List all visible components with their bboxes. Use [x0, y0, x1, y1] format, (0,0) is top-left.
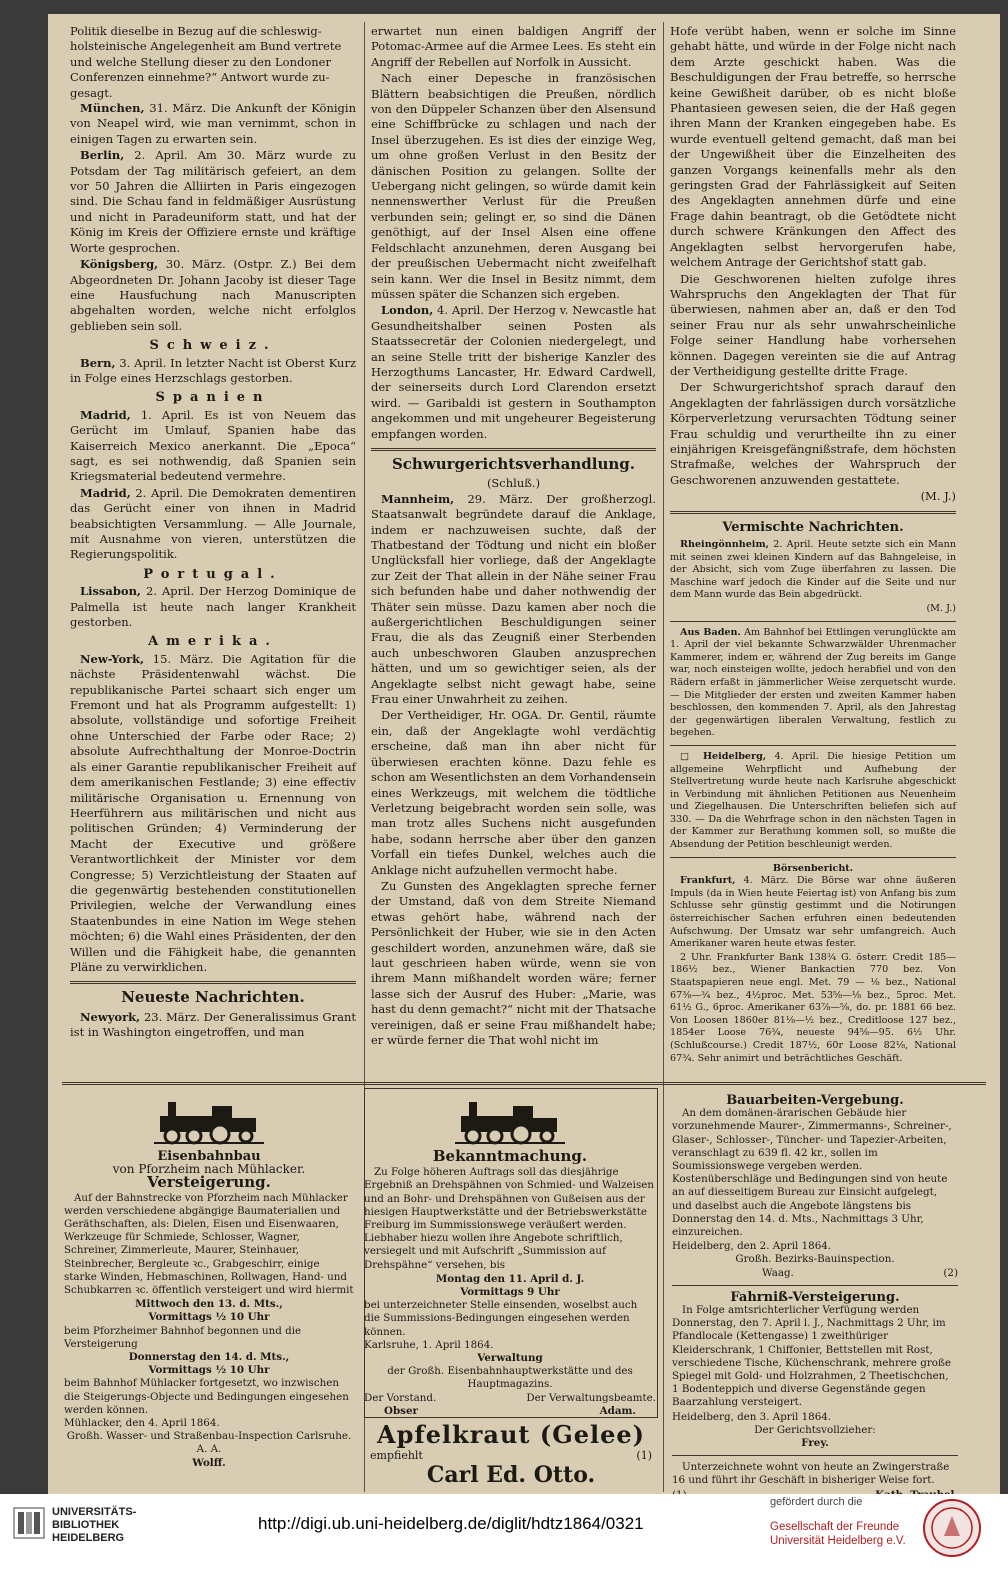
signature: (M. J.) — [920, 489, 956, 504]
divider — [62, 1082, 986, 1085]
article-london: London, 4. April. Der Herzog v. Newcastle hat Gesundheitshalber seinen Posten als Staatssecretär der Colonien niedergelegt, und an seine Stelle tritt der bisherige Kanzler des Herzogthums Lancaster, Hr. Edward Cardwell, der seinerseits durch Lord Clarendon ersetzt wird. — Garibaldi ist gestern in Southampton angekommen und mit ungeheurer Begeisterung empfangen worden. — [371, 303, 657, 441]
sponsor-name: Gesellschaft der Freunde Universität Heidelberg e.V. — [770, 1521, 906, 1547]
divider — [70, 981, 356, 984]
column-1 — [70, 24, 357, 1040]
ad-signature: Wolff. — [192, 1456, 226, 1469]
permalink[interactable]: http://digi.ub.uni-heidelberg.de/diglit/hdtz1864/0321 — [258, 1514, 644, 1533]
ad-title: Eisenbahnbau — [157, 1149, 261, 1164]
ad-date: Donnerstag den 14. d. Mts., — [128, 1351, 290, 1364]
ad-signature-row: Waag. (2) — [762, 1266, 958, 1279]
ad-place-date: Mühlacker, den 4. April 1864. — [64, 1417, 220, 1430]
ad-signature-row: Obser Adam. — [384, 1404, 636, 1417]
ad-body: Unterzeichnete wohnt von heute an Zwingerstraße 16 und führt ihr Geschäft in bisheriger Weise fort. — [672, 1461, 950, 1487]
ad-heading: Versteigerung. — [147, 1173, 271, 1192]
article-mannheim: Mannheim, 29. März. Der großherzogl. Staatsanwalt begründete darauf die Anklage, indem er nachzuweisen suchte, daß der Thatbestand der Tödtung und nicht ein bloßer Unglücksfall hier vorliege, daß der Angeklagte zur Zeit der That allein in der Nähe seiner Frau sich befunden habe und daher nothwendig der Thäter sein müsse. Dazu kamen aber noch die außergerichtlichen Beschuldigungen seiner Frau, die als das Zeugniß einer Sterbenden auch unbeschworen Glauben anzusprechen hätten, und um so gewichtiger seien, als der Angeklagte selbst nicht gewagt habe, seine Frau einer Unwahrheit zu zeihen. — [371, 491, 656, 707]
library-name: UNIVERSITÄTS- BIBLIOTHEK HEIDELBERG — [52, 1506, 137, 1544]
article-rheingoenheim: Rheingönnheim, 2. April. Heute setzte sich ein Mann mit seinen zwei kleinen Kindern auf das Bahngeleise, in der Absicht, sich vom Zuge überfahren zu lassen. Die Maschine warf jedoch die Kinder auf die Seite und nur dem Mann wurde das Bein abgedrückt. — [670, 539, 956, 601]
section-heading-neueste: Neueste Nachrichten. — [121, 988, 305, 1007]
ad-body: beim Pforzheimer Bahnhof begonnen und die Versteigerung — [64, 1324, 302, 1350]
paragraph: Der Schwurgerichtshof sprach darauf den Angeklagten der fahrlässigen durch vorsätzliche Körperverletzung verursachten Tödtung seiner Frau schuldig und verurtheilte ihn zu einer einjährigen Kreisgefängnißstrafe, dem höchsten Strafmaße, welches der Wahrspruch der Geschworenen anzuwenden gestattete. — [670, 380, 956, 487]
paragraph: Die Geschworenen hielten zufolge ihres Wahrspruchs den Angeklagten der That für überwiesen, nahmen aber an, daß er den Tod seiner Frau nur als sehr unwahrscheinliche Folge seiner Handlung habe vorhersehen können. Dagegen vereinten sie die auf Antrag der Vertheidigung gestellte dritte Frage. — [670, 271, 956, 378]
article-newyork-2: Newyork, 23. März. Der Generalissimus Grant ist in Washington eingetroffen, und man — [70, 1009, 357, 1040]
divider — [670, 621, 956, 622]
column-rule — [663, 22, 664, 1492]
ad-signature: Verwaltung — [477, 1352, 543, 1365]
article-berlin: Berlin, 2. April. Am 30. März wurde zu Potsdam der Tag militärisch gefeiert, an dem vor 50 Jahren die Alliirten in Paris eingezogen sind. Die Schau fand in feldmäßiger Ausrüstung und nicht in Paradeuniform statt, und hat der König im Kreis der Offiziere ernste und kräftige Worte gesprochen. — [70, 148, 357, 255]
ad-merchant: Carl Ed. Otto. — [426, 1462, 596, 1488]
paragraph: erwartet nun einen baldigen Angriff der Potomac-Armee auf die Armee Lees. Es steht ein Angriff der Rebellen auf Norfolk in Aussicht. — [371, 24, 656, 69]
ad-subtitle: von Pforzheim nach Mühlacker. — [112, 1162, 306, 1177]
column-3 — [670, 24, 956, 1094]
article-frankfurt: Frankfurt, 4. März. Die Börse war ohne äußeren Impuls (da in Wien heute Feiertag ist) von Anfang bis zum Schlusse sehr günstig gestimmt und die Notirungen österreichischer Sachen erfuhren einen bedeutenden Aufschwung. Der Umsatz war sehr umfangreich. Auch Amerikaner waren heute etwas fester. — [670, 875, 956, 950]
viewer-footer — [0, 1494, 1008, 1584]
ad-place-date: Karlsruhe, 1. April 1864. — [364, 1338, 494, 1351]
sponsor-label: gefördert durch die — [770, 1496, 863, 1508]
paragraph: Nach einer Depesche in französischen Blättern beabsichtigen die Preußen, nördlich von den Düppeler Schanzen über den Alsensund eine Schiffbrücke zu schlagen und nach der Insel überzugehen. Es ist dies der einzige Weg, um ohne großen Verlust in den Besitz der dänischen Position zu gelangen. Sollte der Uebergang nicht gelingen, so würde damit kein nennenswerther Verlust für die Preußen verbunden sein; gelingt er, so sind die Dänen genöthigt, auf der Insel Alsen eine offene Feldschlacht anzunehmen, deren Ausgang bei der preußischen Uebermacht nicht zweifelhaft sein kann. Wer die Insel in Besitz nimmt, dem müssen später die Schanzen sich ergeben. — [371, 71, 656, 301]
ad-body: In Folge amtsrichterlicher Verfügung werden Donnerstag, den 7. April l. J., Nachmittags 2 Uhr, im Pfandlocale (Kettengasse) 1 zweithüriger Kleiderschrank, 1 Chiffonier, Bettstellen mit Rost, verschiedene Tische, Küchenschrank, mehrere große Spiegel mit Gold- und Holzrahmen, 2 Theetischchen, 1 Bodenteppich und diverse Gegenstände gegen Baarzahlung versteigert. — [672, 1304, 951, 1409]
divider — [670, 857, 956, 858]
newspaper-page — [48, 14, 1000, 1494]
ad-column-right — [672, 1094, 958, 1494]
subheading: (Schluß.) — [486, 476, 541, 491]
ad-signature: der Großh. Eisenbahnhauptwerkstätte und des Hauptmagazins. — [387, 1365, 633, 1391]
ad-body: Auf der Bahnstrecke von Pforzheim nach Mühlacker werden verschiedene abgängige Baumaterialien und Geräthschaften, als: Dielen, Eisen und Eisenwaaren, Werkzeuge für Schmiede, Schlosser, Wagner, Schreiner, Zimmerleute, Maurer, Steinhauer, Steinbrecher, Bergleute ꝛc., Grabgeschirr, einige starke Winden, Hebmaschinen, Rollwagen, Hand- und Schubkarren ꝛc. öffentlich versteigert und wird hiermit — [64, 1191, 354, 1297]
article-madrid-2: Madrid, 2. April. Die Demokraten dementiren das Gerücht einer von ihnen in Madrid beabsichtigten Versammlung. — Alle Journale, mit Ausnahme von vieren, unterstützen die Regierungspolitik. — [70, 485, 357, 562]
article-koenigsberg: Königsberg, 30. März. (Ostpr. Z.) Bei dem Abgeordneten Dr. Johann Jacoby ist dieser Tage eine Hausfuchung nach Manuscripten abgehalten worden, welche nicht erfolglos geblieben sein soll. — [70, 257, 356, 333]
ad-row: empfiehlt (1) — [370, 1449, 652, 1462]
ad-body: beim Bahnhof Mühlacker fortgesetzt, wo inzwischen die Steigerungs-Objecte und Bedingungen eingesehen werden können. — [64, 1377, 349, 1416]
ad-signature: A. A. — [196, 1443, 222, 1456]
ad-apfelkraut — [364, 1420, 658, 1488]
ad-signature: Der Gerichtsvollzieher: — [754, 1423, 876, 1436]
divider — [672, 1455, 958, 1456]
ad-body: bei unterzeichneter Stelle einsenden, woselbst auch die Summissions-Bedingungen eingesehen werden können. — [364, 1299, 638, 1338]
ad-place-date: Heidelberg, den 3. April 1864. — [672, 1410, 832, 1423]
divider — [371, 448, 656, 451]
article-madrid-1: Madrid, 1. April. Es ist von Neuem das Gerücht im Umlauf, Spanien habe das Kaiserreich Mexico anerkannt. Die „Epoca“ sagt, es sei nothwendig, daß Spanien sein Kriegsmaterial bedeutend vermehre. — [70, 407, 357, 484]
divider — [670, 745, 956, 746]
market-quotes: 2 Uhr. Frankfurter Bank 138¾ G. österr. Credit 185—186½ bez., Wiener Bankactien 770 bez. Von Staatspapieren neue engl. Met. 79 — ⅛ bez., National 67⅜—¾ bez., 4½proc. Met. 53⅝—⅛ bez., 5proc. Met. 61½ G., 6proc. Amerikaner 63⅞—⅝, do. pr. 1881 66 bez. Von Loosen 1860er 81⅛—½ bez., Creditloose 127 bez., 1854er Loose 76¾, neueste 94⅝—95. 6½ Uhr. (Schlußcourse.) Credit 187½, 60r Loose 82⅛, National 67¾. Sehr animirt und beträchtliches Geschäft. — [670, 951, 956, 1064]
article-newyork: New-York, 15. März. Die Agitation für die nächste Präsidentenwahl wächst. Die republikanische Partei schaart sich enger um Fremont und hat als Programm aufgestellt: 1) absolute, vollständige und sofortige Freiheit ohne Unterschied der Farbe oder Race; 2) absolute Aufrechthaltung der Monroe-Doctrin als einer Garantie republikanischer Freiheit auf dem amerikanischen Festlande; 3) eine effectiv militärische Organisation u. Ernennung von Heerführern aus militärischen und nicht aus politischen Gründen; 4) Verminderung der Macht der Executive und größere Verantwortlichkeit der Minister vor dem Congresse; 5) Verzichtleistung der Staaten auf die gegenwärtig bestehenden constitutionellen Privilegien, welche der Verwandlung eines Staatenbundes in eine Nation im Wege stehen möchten; 6) die Wahl eines Präsidenten, der den Willen und die Fähigkeit habe, die genannten Pläne zu verwirklichen. — [70, 651, 356, 974]
article-lissabon: Lissabon, 2. April. Der Herzog Dominique de Palmella ist heute nach langer Krankheit gestorben. — [70, 584, 356, 630]
paragraph: Zu Gunsten des Angeklagten spreche ferner der Umstand, daß von dem Streite Niemand etwas gehört habe, während nach der Persönlichkeit der Huber, wie sie in den Acten geschildert worden, anzunehmen wäre, daß sie laut geschrieen haben würde, wenn sie von ihrem Mann mißhandelt worden wäre; ferner lasse sich der Ausruf des Huber: „Marie, was hast du denn gemacht?“ nicht mit der Thatsache vereinigen, daß er seine Frau mißhandelt habe; er würde ferner die That wohl nicht im — [371, 878, 656, 1047]
ad-signature: Großh. Bezirks-Bauinspection. — [735, 1253, 895, 1266]
ad-time: Vormittags ½ 10 Uhr — [148, 1364, 270, 1377]
section-heading-vermischt: Vermischte Nachrichten. — [722, 519, 904, 535]
ad-body: Zu Folge höheren Auftrags soll das diesjährige Ergebniß an Drehspähnen von Schmied- und Walzeisen und an Bohr- und Drehspähnen von Gußeisen aus der hiesigen Hauptwerkstätte und der Betriebswerkstätte Freiburg im Summissionswege veräußert werden. Liebhaber hiezu wollen ihre Angebote schriftlich, versiegelt und mit Aufschrift „Summission auf Drehspähne“ versehen, bis — [364, 1166, 654, 1271]
ad-heading: Bekanntmachung. — [432, 1147, 588, 1165]
ad-time: Vormittags ½ 10 Uhr — [148, 1311, 270, 1324]
ad-place-date: Heidelberg, den 2. April 1864. — [672, 1240, 832, 1253]
ad-signature-row: Der Vorstand. Der Verwaltungsbeamte. — [364, 1391, 656, 1404]
ad-heading: Fahrniß-Versteigerung. — [730, 1289, 900, 1305]
signature: (M. J.) — [926, 602, 956, 614]
section-heading-amerika: Amerika. — [148, 634, 278, 650]
article-bern: Bern, 3. April. In letzter Nacht ist Oberst Kurz in Folge eines Herzschlags gestorben. — [70, 355, 357, 385]
section-heading-portugal: Portugal. — [143, 566, 283, 582]
paragraph: Der Vertheidiger, Hr. OGA. Dr. Gentil, räumte ein, daß der Angeklagte wohl verdächtig erscheine, daß man ihn aber nicht für überwiesen erachten könne. Dazu fehle es schon am Wesentlichsten an dem Vorhandensein eines Werkzeugs, mit welchem die tödtliche Verletzung beigebracht worden sein solle, was man trotz alles Suchens nicht ausgefunden habe, sodann herrsche aber über den ganzen Vorfall ein tiefes Dunkel, welches auch die Anklage nicht aufzuhellen vermocht habe. — [371, 708, 656, 877]
ad-date: Montag den 11. April d. J. — [435, 1272, 585, 1285]
section-heading-schwurgericht: Schwurgerichtsverhandlung. — [391, 454, 636, 473]
paragraph: Hofe verübt haben, wenn er solche im Sinne gehabt hätte, und würde in der Folge nicht nach dem Arzte geschickt haben. Was die Beschuldigungen der Frau betreffe, so herrsche keine Gewißheit darüber, ob es nicht bloße Phantasieen gewesen seien, die der Haß gegen ihren Mann der Kranken eingegeben habe. Es wurde eventuell geltend gemacht, daß man bei der Ungewißheit über die Einzelheiten des ganzen Vorgangs keinenfalls mehr als den geringsten Grad der Fahrlässigkeit auf Seiten des Angeklagten annehmen dürfe und eine Frage dahin beantragt, ob die Getödtete nicht durch schwere Kränkungen den Affect des Angeklagten selbst hervorgerufen habe, welchem Antrage der Gerichtshof statt gab. — [670, 24, 956, 270]
ad-body: An dem domänen-ärarischen Gebäude hier vorzunehmende Maurer-, Zimmermanns-, Schreiner-, Glaser-, Schlosser-, Tüncher- und Tapezier-Arbeiten, veranschlagt zu 639 fl. 42 kr., sollen im Soumissionswege vergeben werden. Kostenüberschläge und Bedingungen sind von heute an auf diesseitigem Bureau zur Einsicht aufgelegt, und daselbst auch die Angebote längstens bis Donnerstag den 14. d. Mts., Nachmittags 3 Uhr, einzureichen. — [672, 1107, 952, 1239]
ad-time: Vormittags 9 Uhr — [460, 1286, 560, 1299]
divider — [672, 1285, 958, 1286]
divider — [670, 511, 956, 514]
column-2 — [371, 24, 657, 1047]
ad-signature: Großh. Wasser- und Straßenbau-Inspection Carlsruhe. — [66, 1430, 352, 1443]
section-heading-spanien: Spanien — [155, 390, 271, 406]
ad-signature: Frey. — [801, 1437, 829, 1450]
intro-lines: Politik dieselbe in Bezug auf die schleswig- holsteinische Angelegenheit am Bund vertrete und welche Stellung dieser zu den Londoner Conferenzen einnehme?“ Antwort wurde zu- gesagt. — [70, 24, 342, 100]
locomotive-icon — [154, 1098, 264, 1144]
section-heading-boerse: Börsenbericht. — [772, 862, 854, 874]
ad-eisenbahnbau — [64, 1094, 354, 1494]
locomotive-icon — [455, 1098, 565, 1144]
article-heidelberg: □ Heidelberg, 4. April. Die hiesige Petition um allgemeine Wehrpflicht und Aufhebung der Stellvertretung wurde heute nach Karlsruhe abgeschickt in Verbindung mit ähnlichen Petitionen aus Neuenheim und Ziegelhausen. Die Unterschriften beliefen sich auf 330. — Da die Wehrfrage schon in den nächsten Tagen in der Kammer zur Berathung kommen soll, so mußte die Absendung der Petition beschleunigt werden. — [670, 750, 956, 851]
ad-date: Mittwoch den 13. d. Mts., — [135, 1298, 283, 1311]
section-heading-schweiz: Schweiz. — [149, 338, 277, 354]
library-logo-icon — [14, 1508, 44, 1538]
university-seal-icon — [922, 1498, 982, 1558]
ad-product: Apfelkraut (Gelee) — [377, 1420, 645, 1449]
ad-bekanntmachung — [364, 1094, 656, 1417]
ad-heading: Bauarbeiten-Vergebung. — [726, 1093, 904, 1108]
article-muenchen: München, 31. März. Die Ankunft der Königin von Neapel wird, wie man vernimmt, schon in einigen Tagen zu erwarten sein. — [70, 101, 357, 146]
article-baden: Aus Baden. Am Bahnhof bei Ettlingen verunglückte am 1. April der viel bekannte Schwarzwälder Uhrenmacher Kammerer, indem er, während der Zug bereits im Gange war, noch einsteigen wollte, jedoch herabfiel und von den Rädern erfaßt in jämmerlicher Weise zerquetscht wurde. — Die Mitglieder der ersten und zweiten Kammer haben beschlossen, den kommenden 7. April, als den Jahrestag der gegenwärtigen liberalen Verwaltung, festlich zu begehen. — [670, 626, 956, 739]
